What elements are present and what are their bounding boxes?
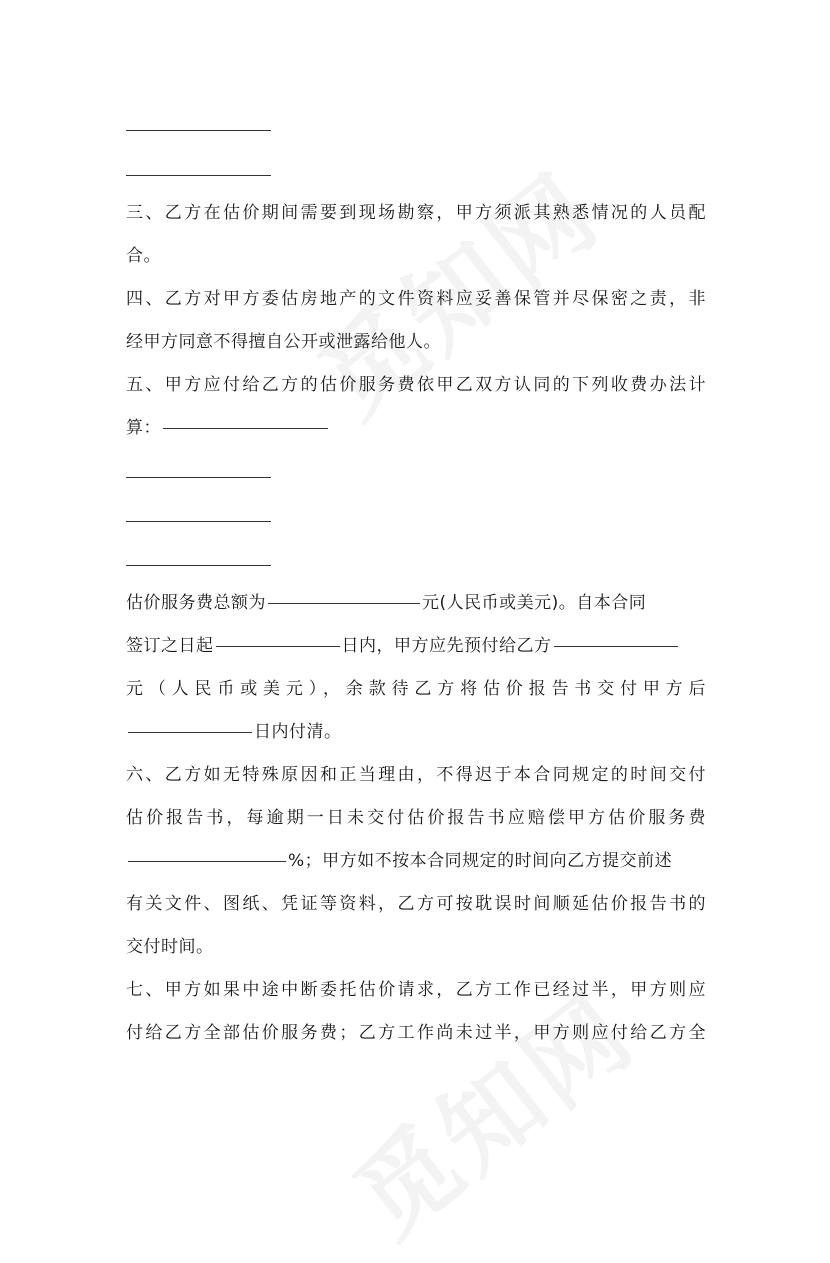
prepay-days-blank: [216, 645, 340, 647]
clause-6-line-5: 交付时间。: [126, 937, 214, 957]
prepay-amount-blank: [554, 645, 678, 647]
penalty-rate-blank: [128, 860, 286, 862]
penalty-text: %；甲方如不按本合同规定的时间向乙方提交前述: [288, 851, 673, 871]
clause-5-line-2: [126, 414, 706, 442]
blank-line-4: [126, 521, 271, 522]
prepay-label: 日内，甲方应先预付给乙方: [341, 636, 552, 656]
fee-line-2: [126, 632, 706, 660]
blank-line-1: [126, 130, 271, 131]
clause-6-line-3: [126, 847, 706, 875]
fee-total-label: 估价服务费总额为: [126, 593, 266, 613]
clause-3-line-2: 合。: [126, 246, 161, 266]
clause-3-line-1: 三、乙方在估价期间需要到现场勘察，甲方须派其熟悉情况的人员配: [126, 203, 706, 223]
fee-line-1: [126, 589, 706, 617]
fee-total-blank: [268, 602, 420, 604]
clause-5-prefix: 算：: [126, 418, 161, 438]
fee-method-blank: [163, 427, 328, 429]
clause-7-line-2: 付给乙方全部估价服务费；乙方工作尚未过半，甲方则应付给乙方全: [126, 1023, 706, 1043]
clause-6-line-2: 估价报告书，每逾期一日未交付估价报告书应赔偿甲方估价服务费: [126, 808, 706, 828]
blank-line-2: [126, 175, 271, 176]
blank-line-5: [126, 565, 271, 566]
balance-label: 日内付清。: [254, 722, 342, 742]
clause-6-line-4: 有关文件、图纸、凭证等资料，乙方可按耽误时间顺延估价报告书的: [126, 894, 706, 914]
clause-4-line-2: 经甲方同意不得擅自公开或泄露给他人。: [126, 332, 441, 352]
clause-7-line-1: 七、甲方如果中途中断委托估价请求，乙方工作已经过半，甲方则应: [126, 980, 706, 1000]
balance-days-blank: [128, 731, 252, 733]
clause-4-line-1: 四、乙方对甲方委估房地产的文件资料应妥善保管并尽保密之责，非: [126, 289, 706, 309]
fee-line-3: 元（人民币或美元），余款待乙方将估价报告书交付甲方后: [126, 679, 706, 699]
sign-date-label: 签订之日起: [126, 636, 214, 656]
clause-6-line-1: 六、乙方如无特殊原因和正当理由，不得迟于本合同规定的时间交付: [126, 765, 706, 785]
blank-line-3: [126, 477, 271, 478]
fee-line-4: [126, 718, 706, 746]
clause-5-line-1: 五、甲方应付给乙方的估价服务费依甲乙双方认同的下列收费办法计: [126, 375, 706, 395]
fee-total-unit: 元(人民币或美元)。自本合同: [422, 593, 647, 613]
